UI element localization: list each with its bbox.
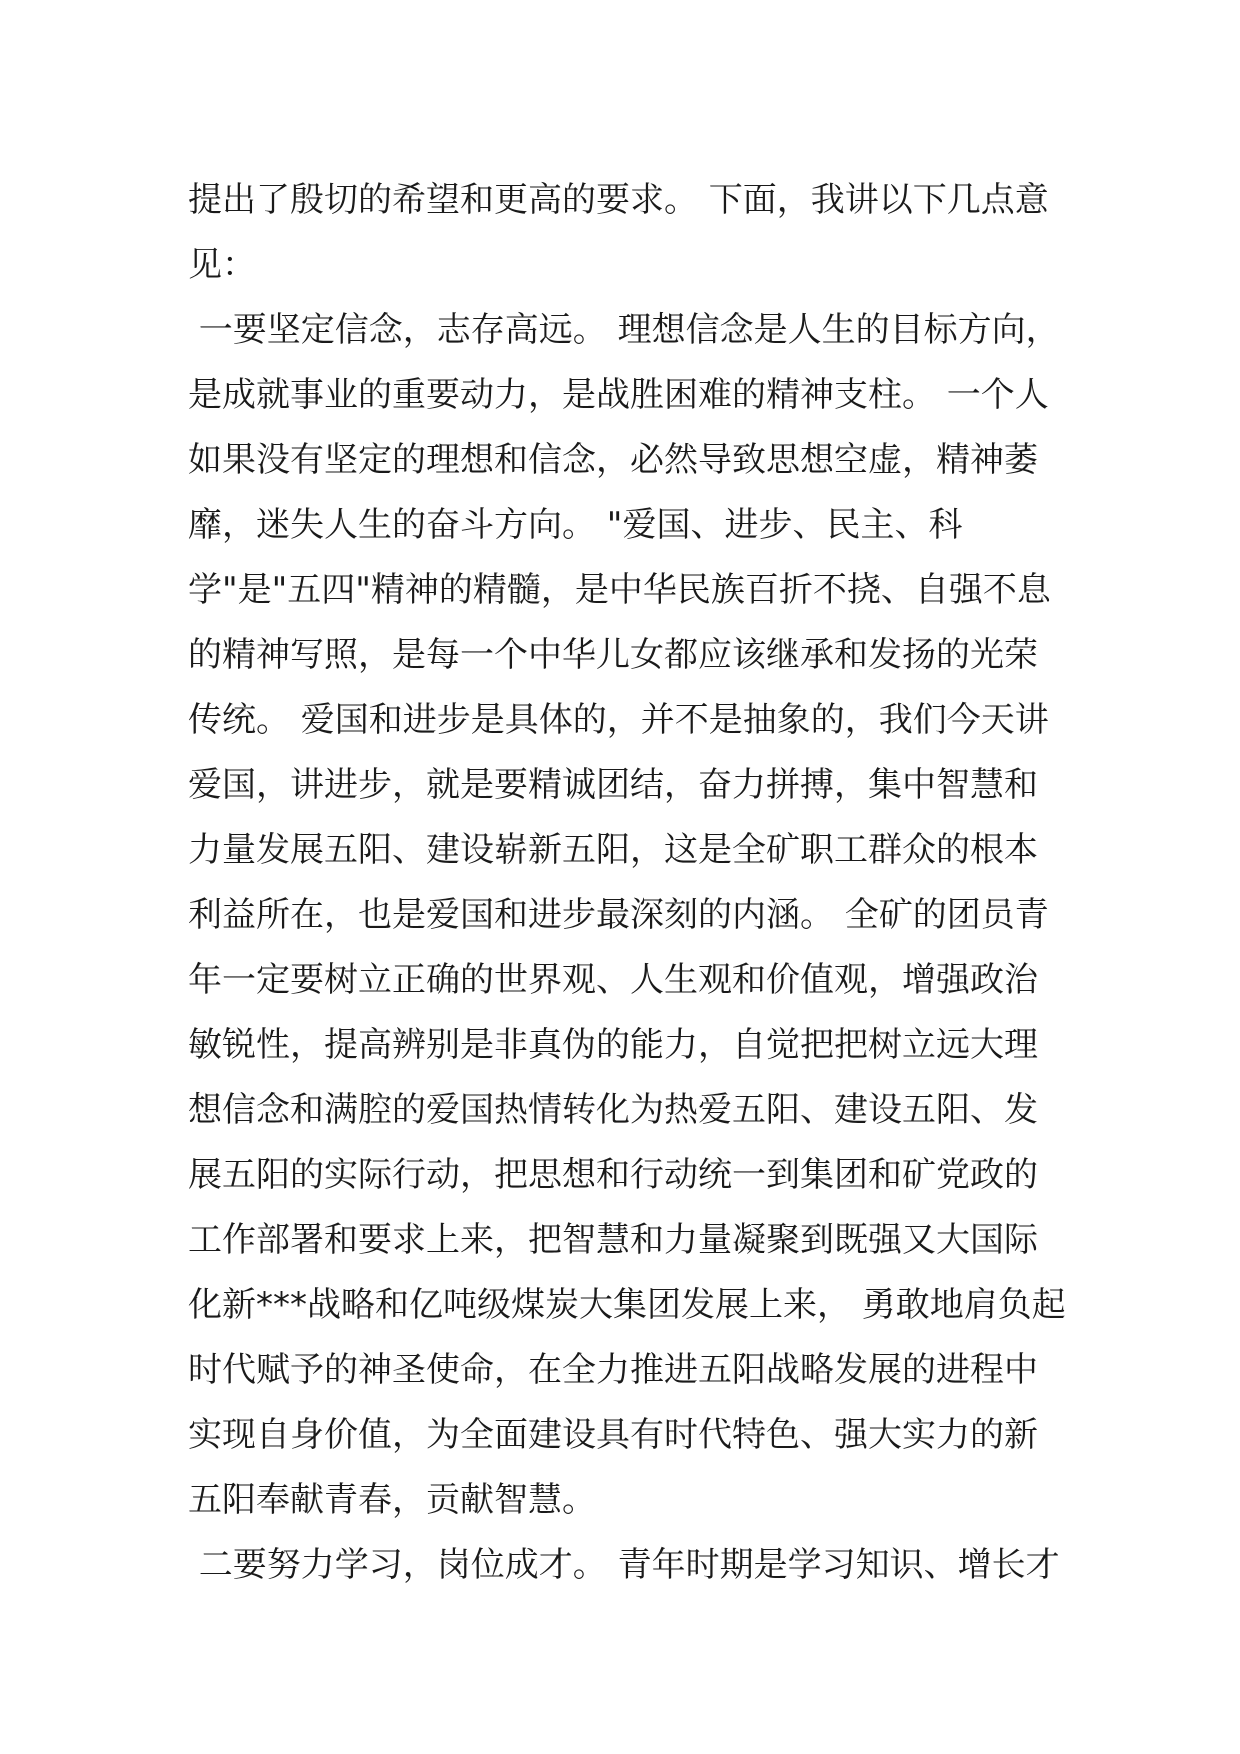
- text-line: 年一定要树立正确的世界观、人生观和价值观，增强政治: [188, 960, 1038, 1000]
- text-line: 爱国，讲进步，就是要精诚团结，奋力拼搏，集中智慧和: [188, 765, 1038, 805]
- text-line: 靡，迷失人生的奋斗方向。 "爱国、进步、民主、科: [188, 505, 963, 545]
- body-text: [188, 168, 1068, 1598]
- text-line: 二要努力学习，岗位成才。 青年时期是学习知识、增长才: [188, 1545, 1060, 1585]
- text-line: 提出了殷切的希望和更高的要求。 下面，我讲以下几点意: [188, 180, 1049, 220]
- text-line: 时代赋予的神圣使命，在全力推进五阳战略发展的进程中: [188, 1350, 1038, 1390]
- text-line: 实现自身价值，为全面建设具有时代特色、强大实力的新: [188, 1415, 1038, 1455]
- text-line: 五阳奉献青春，贡献智慧。: [188, 1480, 596, 1520]
- text-line: 想信念和满腔的爱国热情转化为热爱五阳、建设五阳、发: [188, 1090, 1038, 1130]
- text-line: 学"是"五四"精神的精髓，是中华民族百折不挠、自强不息: [188, 570, 1051, 610]
- text-line: 化新***战略和亿吨级煤炭大集团发展上来， 勇敢地肩负起: [188, 1285, 1066, 1325]
- text-line: 力量发展五阳、建设崭新五阳，这是全矿职工群众的根本: [188, 830, 1038, 870]
- text-line: 工作部署和要求上来，把智慧和力量凝聚到既强又大国际: [188, 1220, 1038, 1260]
- text-line: 敏锐性，提高辨别是非真伪的能力，自觉把把树立远大理: [188, 1025, 1038, 1065]
- text-line: 见：: [188, 245, 256, 285]
- text-line: 传统。 爱国和进步是具体的，并不是抽象的，我们今天讲: [188, 700, 1049, 740]
- text-line: 一要坚定信念，志存高远。 理想信念是人生的目标方向，: [188, 310, 1060, 350]
- text-line: 是成就事业的重要动力，是战胜困难的精神支柱。 一个人: [188, 375, 1049, 415]
- text-line: 的精神写照，是每一个中华儿女都应该继承和发扬的光荣: [188, 635, 1038, 675]
- text-line: 如果没有坚定的理想和信念，必然导致思想空虚，精神萎: [188, 440, 1038, 480]
- text-line: 利益所在，也是爱国和进步最深刻的内涵。 全矿的团员青: [188, 895, 1049, 935]
- text-line: 展五阳的实际行动，把思想和行动统一到集团和矿党政的: [188, 1155, 1038, 1195]
